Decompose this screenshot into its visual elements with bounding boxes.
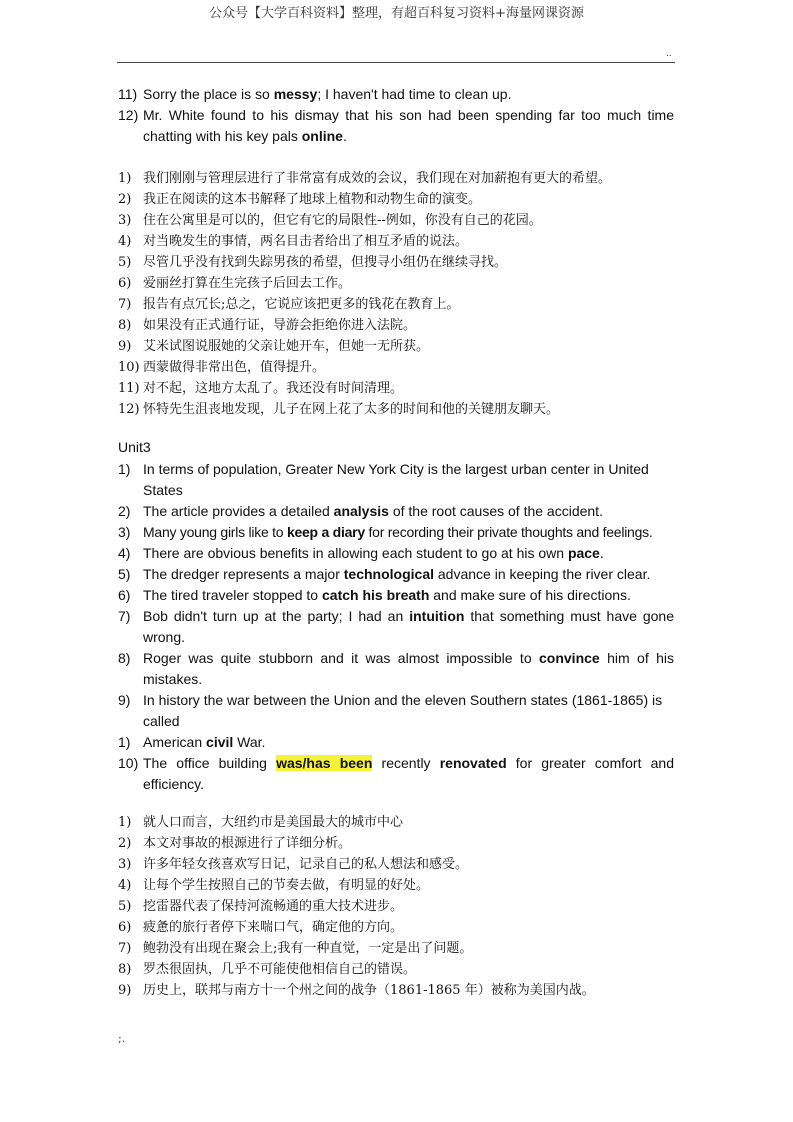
header-rule [117, 62, 675, 63]
item-number: 1) [118, 461, 131, 477]
list-item [118, 938, 674, 959]
item-number: 5) [118, 566, 131, 582]
translation-text: 如果没有正式通行证，导游会拒绝你进入法院。 [143, 318, 417, 333]
translation-text: 怀特先生沮丧地发现，儿子在网上花了太多的时间和他的关键朋友聊天。 [143, 402, 560, 417]
list-item [118, 459, 674, 501]
translation-text: 报告有点冗长;总之，它说应该把更多的钱花在教育上。 [143, 297, 460, 312]
list-item [118, 189, 674, 210]
translation-text: 疲惫的旅行者停下来喘口气，确定他的方向。 [143, 920, 404, 935]
sentence-text: War. [233, 734, 266, 750]
item-number: 3) [118, 524, 131, 540]
sentence-text: that something must have gone wrong. [143, 608, 675, 645]
item-number: 11) [118, 381, 140, 396]
keyword: convince [539, 650, 600, 666]
item-number: 5) [118, 899, 132, 914]
list-item [118, 357, 674, 378]
translation-text: 就人口而言，大纽约市是美国最大的城市中心 [143, 815, 404, 830]
list-item [118, 522, 674, 543]
translation-text: 爱丽丝打算在生完孩子后回去工作。 [143, 276, 352, 291]
list-item [118, 854, 674, 875]
keyword: online [301, 128, 343, 144]
item-number: 5) [118, 255, 132, 270]
sentence-text: The office building [143, 755, 277, 771]
sentence-text: The dredger represents a major [143, 566, 344, 582]
unit2-chinese-list [118, 168, 674, 420]
translation-text: 许多年轻女孩喜欢写日记，记录自己的私人想法和感受。 [143, 857, 469, 872]
sentence-text: for greater comfort and efficiency. [143, 755, 674, 792]
list-item [118, 959, 674, 980]
translation-text: 我们刚刚与管理层进行了非常富有成效的会议，我们现在对加薪抱有更大的希望。 [143, 171, 612, 186]
list-item [118, 564, 674, 585]
page-footer-mark: ;. [118, 1032, 126, 1045]
highlighted-keyword: was/has been [276, 755, 373, 771]
sentence-text: advance in keeping the river clear. [434, 566, 651, 582]
translation-text: 住在公寓里是可以的，但它有它的局限性--例如，你没有自己的花园。 [143, 213, 542, 228]
list-item [118, 833, 674, 854]
sentence-text: and make sure of his directions. [429, 587, 631, 603]
item-number: 1) [118, 815, 132, 830]
sentence-text: him of his mistakes. [143, 650, 674, 687]
keyword: renovated [439, 755, 507, 771]
item-number: 6) [118, 587, 131, 603]
sentence-text: Many young girls like to [143, 524, 287, 540]
translation-text: 西蒙做得非常出色，值得提升。 [143, 360, 326, 375]
sentence-text: Sorry the place is so [143, 86, 274, 102]
item-number: 7) [118, 941, 132, 956]
translation-text: 挖雷器代表了保持河流畅通的重大技术进步。 [143, 899, 404, 914]
list-item [118, 543, 674, 564]
list-item [118, 753, 674, 795]
list-item [118, 210, 674, 231]
item-number: 3) [118, 213, 132, 228]
translation-text: 对不起，这地方太乱了。我还没有时间清理。 [143, 381, 404, 396]
sentence-text: In history the war between the Union and the eleven Southern states (1861-1865) is called [143, 692, 663, 729]
keyword: technological [343, 566, 434, 582]
keyword: intuition [409, 608, 465, 624]
sentence-text: In terms of population, Greater New York City is the largest urban center in United States [143, 461, 649, 498]
item-number: 11) [118, 86, 138, 102]
list-item [118, 732, 674, 753]
list-item [118, 501, 674, 522]
list-item [118, 294, 674, 315]
list-item [118, 168, 674, 189]
sentence-text: for recording their private thoughts and feelings. [364, 524, 653, 540]
item-number: 12) [118, 107, 139, 123]
sentence-text: Bob didn't turn up at the party; I had an [143, 608, 410, 624]
list-item [118, 690, 674, 732]
unit-heading: Unit3 [118, 439, 151, 455]
item-number: 2) [118, 836, 132, 851]
item-number: 8) [118, 318, 132, 333]
translation-text: 历史上，联邦与南方十一个州之间的战争（1861-1865 年）被称为美国内战。 [143, 983, 595, 998]
item-number: 6) [118, 920, 132, 935]
keyword: keep a diary [286, 524, 365, 540]
list-item [118, 875, 674, 896]
page-header: 公众号【大学百科资料】整理，有超百科复习资料+海量网课资源 [209, 6, 584, 21]
item-number: 12) [118, 402, 140, 417]
sentence-text: There are obvious benefits in allowing each student to go at his own [143, 545, 568, 561]
list-item [118, 980, 674, 1001]
item-number: 4) [118, 545, 131, 561]
translation-text: 罗杰很固执，几乎不可能使他相信自己的错误。 [143, 962, 417, 977]
sentence-text: recently [372, 755, 440, 771]
sentence-text: ; I haven't had time to clean up. [317, 86, 512, 102]
translation-text: 艾米试图说服她的父亲让她开车，但她一无所获。 [143, 339, 430, 354]
item-number: 1) [118, 734, 131, 750]
translation-text: 我正在阅读的这本书解释了地球上植物和动物生命的演变。 [143, 192, 482, 207]
unit2-english-list [118, 84, 674, 147]
item-number: 9) [118, 983, 132, 998]
keyword: analysis [333, 503, 389, 519]
sentence-text: Mr. White found to his dismay that his son had been spending far too much time chatting with his key pals [143, 107, 674, 144]
list-item [118, 378, 674, 399]
unit3-chinese-list [118, 812, 674, 1001]
sentence-text: The tired traveler stopped to [143, 587, 322, 603]
list-item [118, 231, 674, 252]
item-number: 10) [118, 360, 140, 375]
item-number: 2) [118, 503, 131, 519]
list-item [118, 336, 674, 357]
list-item [118, 252, 674, 273]
item-number: 7) [118, 608, 131, 624]
item-number: 9) [118, 692, 131, 708]
item-number: 10) [118, 755, 139, 771]
list-item [118, 896, 674, 917]
item-number: 6) [118, 276, 132, 291]
item-number: 1) [118, 171, 132, 186]
unit3-english-list [118, 459, 674, 795]
keyword: messy [273, 86, 318, 102]
sentence-text: of the root causes of the accident. [388, 503, 603, 519]
item-number: 8) [118, 962, 132, 977]
item-number: 4) [118, 234, 132, 249]
list-item [118, 273, 674, 294]
sentence-text: American [143, 734, 207, 750]
sentence-text: Roger was quite stubborn and it was almost impossible to [143, 650, 539, 666]
keyword: civil [206, 734, 234, 750]
item-number: 7) [118, 297, 132, 312]
translation-text: 尽管几乎没有找到失踪男孩的希望，但搜寻小组仍在继续寻找。 [143, 255, 508, 270]
item-number: 9) [118, 339, 132, 354]
translation-text: 鲍勃没有出现在聚会上;我有一种直觉，一定是出了问题。 [143, 941, 473, 956]
item-number: 3) [118, 857, 132, 872]
list-item [118, 917, 674, 938]
list-item [118, 585, 674, 606]
sentence-text: . [599, 545, 604, 561]
item-number: 8) [118, 650, 131, 666]
list-item [118, 105, 674, 147]
keyword: catch his breath [322, 587, 430, 603]
keyword: pace [567, 545, 600, 561]
list-item [118, 315, 674, 336]
list-item [118, 84, 674, 105]
translation-text: 让每个学生按照自己的节奏去做，有明显的好处。 [143, 878, 430, 893]
sentence-text: The article provides a detailed [143, 503, 334, 519]
header-dots: .. [666, 48, 672, 59]
list-item [118, 606, 674, 648]
item-number: 2) [118, 192, 132, 207]
item-number: 4) [118, 878, 132, 893]
sentence-text: . [342, 128, 347, 144]
list-item [118, 812, 674, 833]
translation-text: 本文对事故的根源进行了详细分析。 [143, 836, 352, 851]
translation-text: 对当晚发生的事情，两名目击者给出了相互矛盾的说法。 [143, 234, 469, 249]
list-item [118, 648, 674, 690]
list-item [118, 399, 674, 420]
